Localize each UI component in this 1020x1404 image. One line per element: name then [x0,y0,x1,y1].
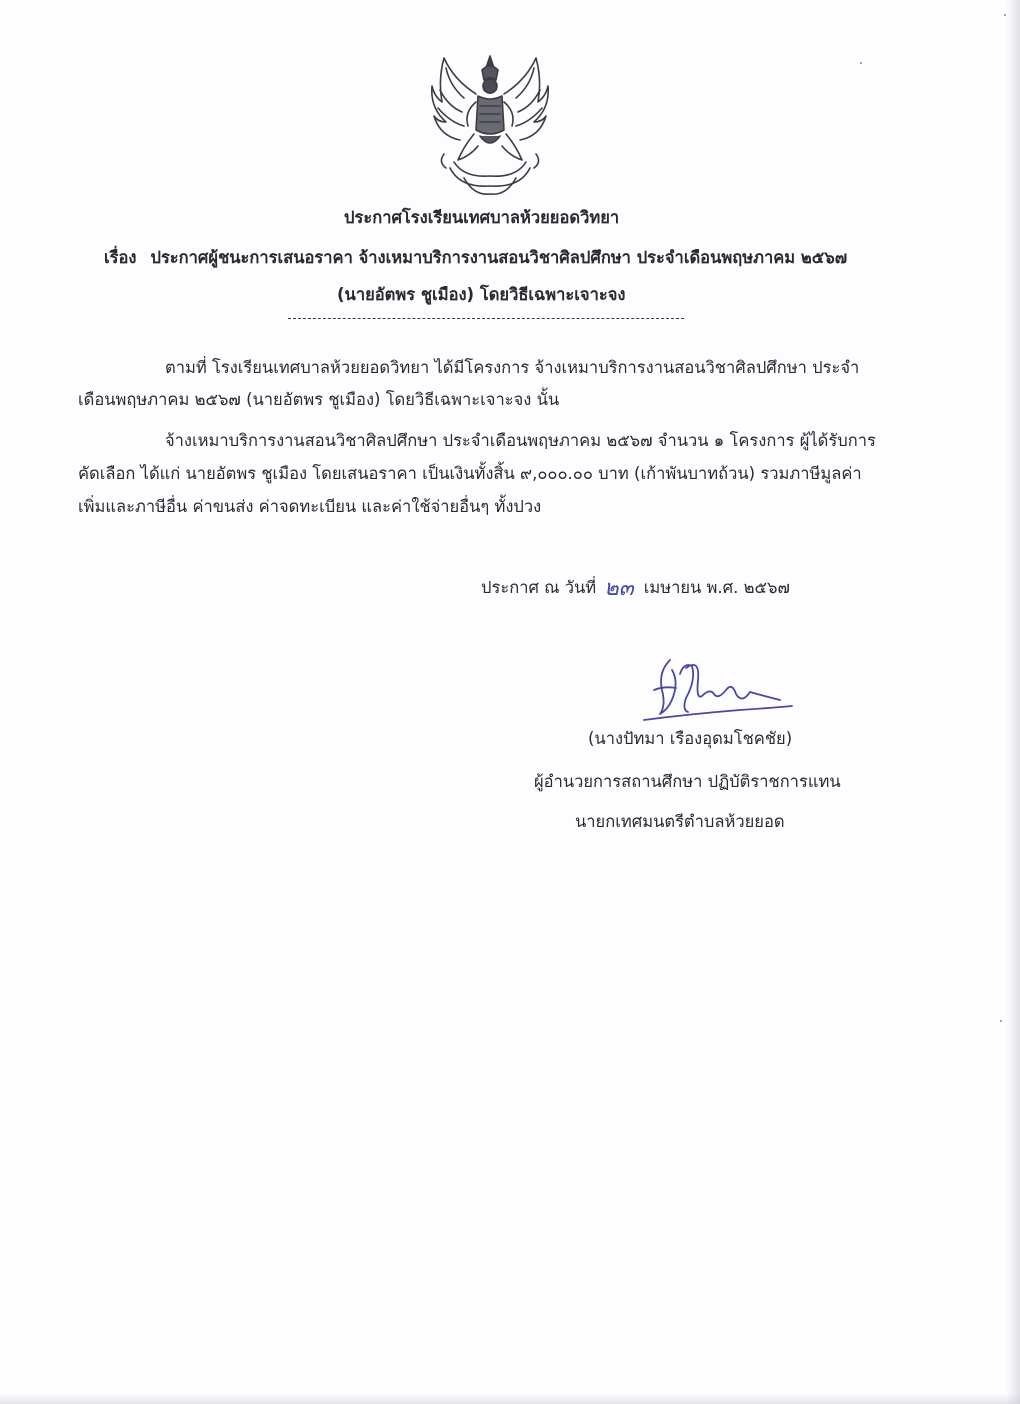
garuda-emblem [424,50,556,200]
date-prefix: ประกาศ ณ วันที่ [481,578,597,597]
date-month-year: เมษายน พ.ศ. ๒๕๖๗ [643,578,790,597]
scan-shadow-right [1006,0,1020,1404]
header-divider [288,318,684,319]
handwritten-day: ๒๓ [604,576,634,601]
scan-speck [1000,1020,1002,1022]
announcement-title: ประกาศโรงเรียนเทศบาลห้วยยอดวิทยา [344,208,620,227]
subject-line-1 [104,247,847,269]
announcement-date [481,577,790,600]
handwritten-signature [640,650,800,726]
paragraph-2-line-3: เพิ่มและภาษีอื่น ค่าขนส่ง ค่าจดทะเบียน และค่าใช้จ่ายอื่นๆ ทั้งปวง [78,497,542,516]
scan-speck [860,62,862,64]
subject-line-2: (นายอัตพร ชูเมือง) โดยวิธีเฉพาะเจาะจง [337,285,626,304]
paragraph-2-line-2: คัดเลือก ได้แก่ นายอัตพร ชูเมือง โดยเสนอราคา เป็นเงินทั้งสิ้น ๙,๐๐๐.๐๐ บาท (เก้าพันบาทถ้วน) รวมภาษีมูลค่า [78,464,862,483]
signatory-name: (นางปัทมา เรืองอุดมโชคชัย) [588,729,793,748]
signatory-position-2: นายกเทศมนตรีตำบลห้วยยอด [575,812,785,831]
signatory-position-1: ผู้อำนวยการสถานศึกษา ปฏิบัติราชการแทน [534,772,841,791]
paragraph-2-line-1: จ้างเหมาบริการงานสอนวิชาศิลปศึกษา ประจำเดือนพฤษภาคม ๒๕๖๗ จำนวน ๑ โครงการ ผู้ได้รับการ [165,431,876,450]
paragraph-1-line-1: ตามที่ โรงเรียนเทศบาลห้วยยอดวิทยา ได้มีโครงการ จ้างเหมาบริการงานสอนวิชาศิลปศึกษา ประจำ [165,358,860,377]
scan-shadow-bottom [0,1394,1020,1404]
subject-text-1: ประกาศผู้ชนะการเสนอราคา จ้างเหมาบริการงานสอนวิชาศิลปศึกษา ประจำเดือนพฤษภาคม ๒๕๖๗ [150,248,848,267]
paragraph-1-line-2: เดือนพฤษภาคม ๒๕๖๗ (นายอัตพร ชูเมือง) โดยวิธีเฉพาะเจาะจง นั้น [78,390,560,409]
subject-label: เรื่อง [104,248,137,267]
